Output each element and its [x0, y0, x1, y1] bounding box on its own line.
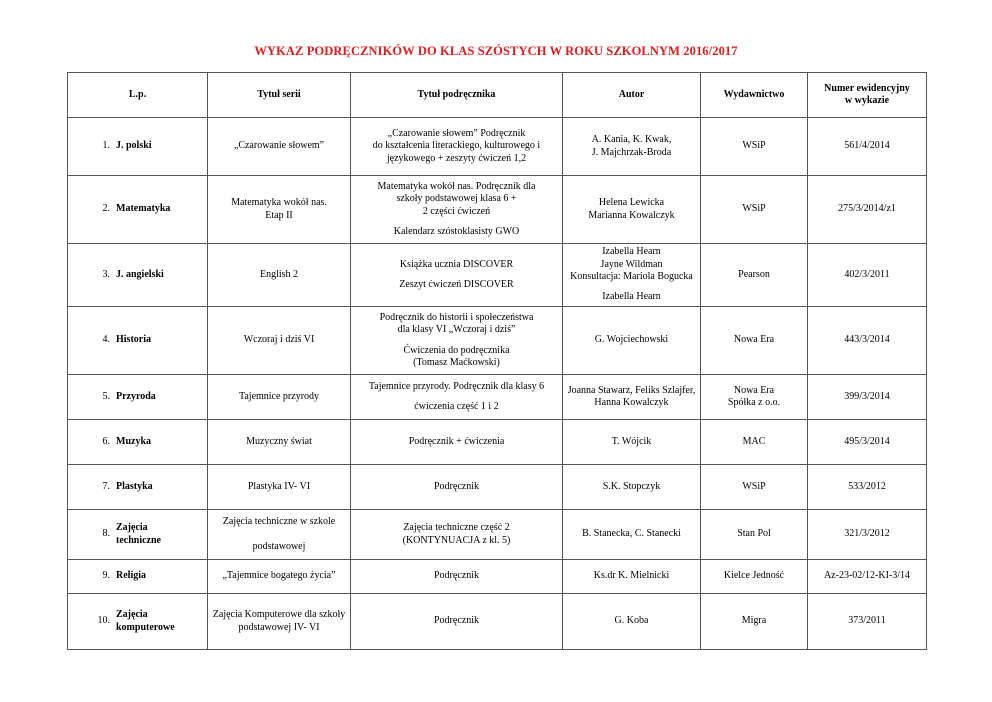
lp-wrap: [72, 436, 203, 448]
cell-author: [563, 594, 701, 650]
book-group: [355, 615, 558, 627]
author-line: G. Koba: [614, 615, 649, 627]
author-stack: [567, 481, 696, 493]
author-group: [567, 570, 696, 582]
row-number: 10.: [97, 615, 110, 627]
cell-book: [351, 510, 563, 560]
table-body: [68, 118, 927, 650]
row-number: 2.: [102, 203, 110, 215]
cell-number: 321/3/2012: [808, 510, 927, 560]
lp-wrap: [72, 334, 203, 346]
author-line: Helena Lewicka: [598, 197, 665, 209]
book-group: [355, 345, 558, 370]
subject-name: [116, 609, 175, 634]
book-line: (KONTYNUACJA z kl. 5): [402, 534, 511, 546]
book-stack: [355, 312, 558, 370]
book-stack: [355, 615, 558, 627]
cell-lp: [68, 176, 208, 244]
author-line: Hanna Kowalczyk: [594, 397, 669, 408]
author-line: Izabella Hearn: [602, 246, 661, 258]
cell-publisher: [701, 594, 808, 650]
textbook-table: [67, 72, 927, 650]
author-group: [567, 615, 696, 627]
book-group: [355, 436, 558, 448]
book-group: [355, 522, 558, 547]
table-row: [68, 560, 927, 594]
row-number: 4.: [102, 334, 110, 346]
book-line: Podręcznik + ćwiczenia: [408, 435, 505, 447]
cell-author: [563, 176, 701, 244]
cell-author: [563, 244, 701, 307]
author-stack: [567, 134, 696, 159]
publisher-line: Migra: [741, 615, 767, 627]
cell-series: [208, 176, 351, 244]
author-group: [567, 436, 696, 448]
book-line: Ćwiczenia do podręcznika: [403, 344, 510, 356]
author-line: Jayne Wildman: [600, 258, 663, 270]
cell-lp: [68, 244, 208, 307]
author-line: Izabella Hearn: [602, 291, 661, 303]
subject-name: [116, 522, 161, 547]
subject-line: Matematyka: [116, 203, 171, 215]
cell-publisher: [701, 118, 808, 176]
author-stack: [567, 197, 696, 222]
subject-line: Muzyka: [116, 435, 151, 447]
cell-number: 275/3/2014/z1: [808, 176, 927, 244]
subject-line: Historia: [116, 334, 151, 346]
cell-lp: [68, 118, 208, 176]
line-gap: [355, 337, 558, 345]
book-line: Podręcznik: [434, 570, 479, 582]
cell-lp: [68, 560, 208, 594]
author-line: J. Majchrzak-Broda: [591, 146, 672, 158]
series-line: Matematyka wokół nas.: [231, 197, 327, 209]
author-line: Marianna Kowalczyk: [588, 209, 675, 221]
cell-author: [563, 375, 701, 420]
series-line: [212, 528, 346, 540]
publisher-line: Nowa Era: [733, 334, 775, 346]
book-line: językowego + zeszyty ćwiczeń 1,2: [386, 152, 527, 164]
subject-line: J. angielski: [116, 268, 164, 280]
cell-lp: [68, 420, 208, 465]
book-line: 2 części ćwiczeń: [422, 205, 491, 217]
author-group: [567, 385, 696, 410]
series-line: Tajemnice przyrody: [238, 390, 320, 402]
cell-number: 373/2011: [808, 594, 927, 650]
author-group: [567, 291, 696, 303]
author-group: [567, 334, 696, 346]
series-line: Wczoraj i dziś VI: [243, 334, 315, 346]
book-line: Zajęcia techniczne część 2: [403, 522, 510, 534]
header-series: Tytuł serii: [208, 73, 351, 118]
table-row: [68, 375, 927, 420]
subject-line: techniczne: [116, 534, 161, 546]
author-line: B. Stanecka, C. Stanecki: [582, 528, 681, 540]
cell-author: [563, 307, 701, 375]
line-gap: [355, 218, 558, 226]
subject-line: J. polski: [116, 140, 152, 152]
cell-publisher: [701, 465, 808, 510]
header-row: [68, 73, 927, 118]
cell-publisher: [701, 176, 808, 244]
publisher-line: Stan Pol: [737, 528, 771, 540]
cell-series: [208, 510, 351, 560]
author-group: [567, 246, 696, 283]
lp-wrap: [72, 609, 203, 634]
row-number: 6.: [102, 435, 110, 447]
series-line: Plastyka IV- VI: [247, 480, 311, 492]
cell-publisher: [701, 307, 808, 375]
book-stack: [355, 181, 558, 239]
author-group: [567, 528, 696, 540]
book-line: do kształcenia literackiego, kulturowego i: [372, 140, 541, 152]
cell-number: Az-23-02/12-KI-3/14: [808, 560, 927, 594]
publisher-line: Kielce Jedność: [723, 570, 785, 582]
cell-book: [351, 594, 563, 650]
author-stack: [567, 570, 696, 582]
book-line: Podręcznik do historii i społeczeństwa: [379, 311, 534, 323]
subject-line: Religia: [116, 570, 146, 582]
table-row: [68, 420, 927, 465]
author-line: Konsultacja: Mariola Bogucka: [570, 271, 693, 282]
book-group: [355, 481, 558, 493]
book-line: ćwiczenia część 1 i 2: [414, 401, 499, 412]
cell-series: [208, 118, 351, 176]
table-row: [68, 307, 927, 375]
cell-book: [351, 560, 563, 594]
cell-book: [351, 244, 563, 307]
author-stack: [567, 334, 696, 346]
author-line: S.K. Stopczyk: [602, 480, 661, 492]
subject-name: [116, 436, 151, 448]
cell-lp: [68, 465, 208, 510]
cell-author: [563, 118, 701, 176]
cell-lp: [68, 307, 208, 375]
subject-name: [116, 140, 152, 152]
cell-book: [351, 307, 563, 375]
cell-series: [208, 307, 351, 375]
cell-book: [351, 176, 563, 244]
cell-publisher: [701, 375, 808, 420]
document-title: WYKAZ PODRĘCZNIKÓW DO KLAS SZÓSTYCH W ROKU SZKOLNYM 2016/2017: [254, 44, 738, 58]
cell-series: [208, 244, 351, 307]
cell-number: 495/3/2014: [808, 420, 927, 465]
cell-series: [208, 420, 351, 465]
series-line: Zajęcia Komputerowe dla szkoły: [212, 609, 346, 621]
subject-line: Zajęcia: [116, 522, 148, 534]
row-number: 5.: [102, 390, 110, 402]
subject-line: komputerowe: [116, 621, 175, 633]
lp-wrap: [72, 391, 203, 403]
author-stack: [567, 385, 696, 410]
book-stack: [355, 436, 558, 448]
publisher-line: MAC: [742, 435, 766, 447]
line-gap: [567, 283, 696, 291]
series-line: „Tajemnice bogatego życia”: [222, 570, 336, 582]
row-number: 7.: [102, 480, 110, 492]
book-line: „Czarowanie słowem” Podręcznik: [387, 127, 526, 139]
cell-number: 533/2012: [808, 465, 927, 510]
author-stack: [567, 615, 696, 627]
author-line: T. Wójcik: [611, 435, 652, 447]
book-stack: [355, 259, 558, 292]
table-row: [68, 510, 927, 560]
subject-name: [116, 203, 170, 215]
header-lp: L.p.: [68, 73, 208, 118]
cell-series: [208, 375, 351, 420]
book-line: Matematyka wokół nas. Podręcznik dla: [377, 180, 536, 192]
table-row: [68, 465, 927, 510]
cell-author: [563, 510, 701, 560]
book-group: [355, 128, 558, 165]
series-line: Etap II: [265, 209, 293, 221]
lp-wrap: [72, 269, 203, 281]
book-group: [355, 570, 558, 582]
publisher-line: WSiP: [742, 203, 766, 215]
book-line: Podręcznik: [434, 480, 479, 492]
subject-line: Zajęcia: [116, 609, 148, 621]
header-author: Autor: [563, 73, 701, 118]
book-stack: [355, 481, 558, 493]
author-line: Joanna Stawarz, Feliks Szlajfer,: [567, 384, 696, 396]
book-group: [355, 181, 558, 218]
series-line: English 2: [259, 268, 299, 280]
author-stack: [567, 436, 696, 448]
subject-line: Plastyka: [116, 480, 153, 492]
header-number-line1: Numer ewidencyjny: [824, 82, 910, 94]
cell-lp: [68, 510, 208, 560]
publisher-line: Pearson: [738, 268, 770, 280]
table-row: [68, 244, 927, 307]
row-number: 9.: [102, 570, 110, 582]
row-number: 1.: [102, 140, 110, 152]
publisher-line: WSiP: [742, 480, 766, 492]
subject-line: Przyroda: [116, 390, 156, 402]
author-stack: [567, 246, 696, 304]
cell-book: [351, 465, 563, 510]
header-number: [808, 73, 927, 118]
book-stack: [355, 381, 558, 414]
table-row: [68, 594, 927, 650]
author-stack: [567, 528, 696, 540]
series-line: Zajęcia techniczne w szkole: [222, 515, 336, 527]
lp-wrap: [72, 140, 203, 152]
book-line: Książka ucznia DISCOVER: [399, 258, 514, 270]
publisher-line: Nowa Era: [733, 384, 775, 396]
book-line: Podręcznik: [434, 615, 479, 627]
series-line: Muzyczny świat: [246, 435, 312, 447]
author-line: Ks.dr K. Mielnicki: [593, 570, 670, 582]
publisher-line: WSiP: [742, 140, 766, 152]
table-row: [68, 176, 927, 244]
lp-wrap: [72, 481, 203, 493]
book-group: [355, 312, 558, 337]
book-group: [355, 401, 558, 413]
header-number-line2: w wykazie: [844, 95, 890, 106]
book-group: [355, 226, 558, 238]
cell-author: [563, 420, 701, 465]
book-group: [355, 279, 558, 291]
book-stack: [355, 522, 558, 547]
cell-number: 402/3/2011: [808, 244, 927, 307]
cell-book: [351, 420, 563, 465]
book-line: szkoły podstawowej klasa 6 +: [396, 193, 517, 205]
cell-book: [351, 118, 563, 176]
table-row: [68, 118, 927, 176]
author-line: G. Wojciechowski: [594, 334, 669, 346]
author-group: [567, 134, 696, 159]
book-line: Zeszyt ćwiczeń DISCOVER: [399, 279, 514, 290]
subject-name: [116, 391, 156, 403]
cell-publisher: [701, 510, 808, 560]
cell-book: [351, 375, 563, 420]
cell-number: 561/4/2014: [808, 118, 927, 176]
book-line: dla klasy VI „Wczoraj i dziś”: [397, 324, 516, 336]
subject-name: [116, 481, 153, 493]
line-gap: [355, 393, 558, 401]
author-group: [567, 197, 696, 222]
lp-wrap: [72, 570, 203, 582]
publisher-line: Spółka z o.o.: [727, 397, 781, 408]
cell-author: [563, 560, 701, 594]
book-group: [355, 381, 558, 393]
row-number: 8.: [102, 528, 110, 540]
cell-author: [563, 465, 701, 510]
cell-publisher: [701, 420, 808, 465]
book-line: Tajemnice przyrody. Podręcznik dla klasy 6: [368, 380, 545, 392]
author-line: A. Kania, K. Kwak,: [591, 134, 672, 146]
book-line: Kalendarz szóstoklasisty GWO: [393, 225, 520, 237]
cell-lp: [68, 594, 208, 650]
line-gap: [355, 271, 558, 279]
cell-number: 399/3/2014: [808, 375, 927, 420]
cell-series: [208, 560, 351, 594]
series-line: „Czarowanie słowem”: [233, 140, 325, 152]
cell-series: [208, 465, 351, 510]
subject-name: [116, 334, 151, 346]
series-line: podstawowej IV- VI: [238, 621, 320, 633]
book-group: [355, 259, 558, 271]
series-line: podstawowej: [252, 540, 306, 552]
cell-publisher: [701, 244, 808, 307]
cell-number: 443/3/2014: [808, 307, 927, 375]
book-line: (Tomasz Maćkowski): [413, 356, 500, 368]
book-stack: [355, 128, 558, 165]
subject-name: [116, 570, 146, 582]
lp-wrap: [72, 203, 203, 215]
cell-series: [208, 594, 351, 650]
cell-lp: [68, 375, 208, 420]
author-group: [567, 481, 696, 493]
row-number: 3.: [102, 268, 110, 280]
book-stack: [355, 570, 558, 582]
header-book: Tytuł podręcznika: [351, 73, 563, 118]
lp-wrap: [72, 522, 203, 547]
header-publisher: Wydawnictwo: [701, 73, 808, 118]
subject-name: [116, 269, 164, 281]
cell-publisher: [701, 560, 808, 594]
